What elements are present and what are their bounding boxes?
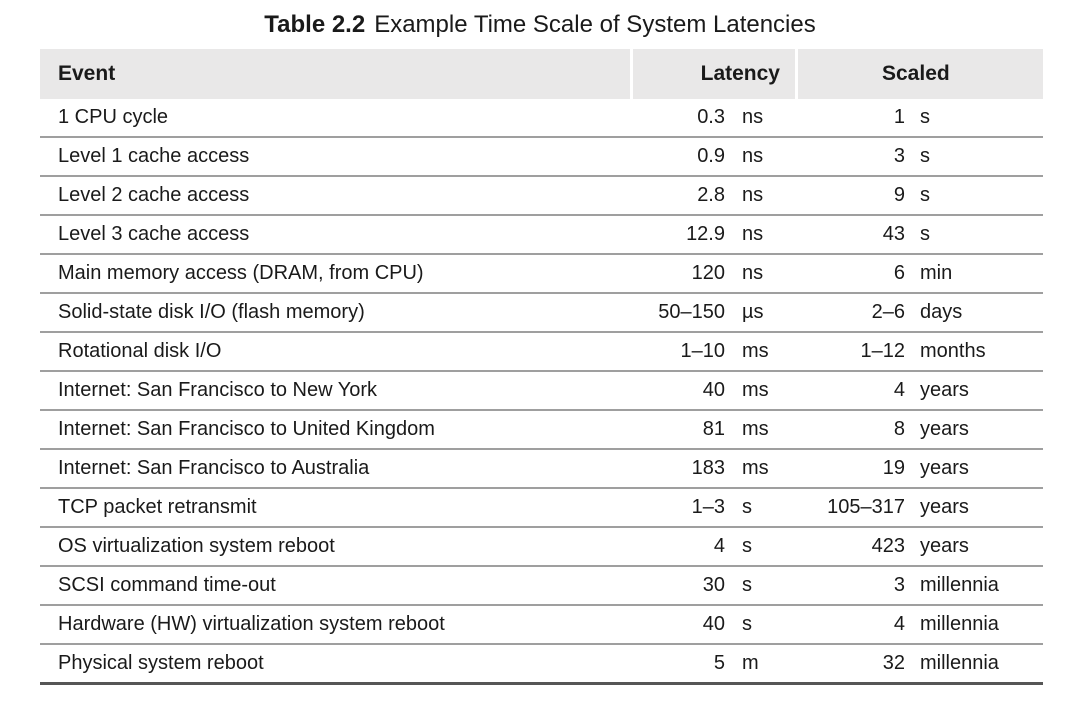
- scaled-unit-cell: years: [905, 372, 1043, 411]
- column-header-event: Event: [40, 49, 630, 99]
- event-cell: SCSI command time-out: [40, 567, 630, 606]
- scaled-value-cell: 8: [795, 411, 905, 450]
- latency-value-cell: 30: [630, 567, 725, 606]
- event-cell: Internet: San Francisco to Australia: [40, 450, 630, 489]
- latency-unit-cell: ns: [725, 99, 795, 138]
- scaled-value-cell: 3: [795, 567, 905, 606]
- table-row: [40, 528, 1043, 567]
- scaled-value-cell: 3: [795, 138, 905, 177]
- scaled-value-cell: 1–12: [795, 333, 905, 372]
- scaled-unit-cell: years: [905, 489, 1043, 528]
- latency-value-cell: 5: [630, 645, 725, 685]
- scaled-unit-cell: s: [905, 138, 1043, 177]
- event-cell: TCP packet retransmit: [40, 489, 630, 528]
- latency-unit-cell: ms: [725, 333, 795, 372]
- table-body: [40, 99, 1043, 685]
- latency-value-cell: 81: [630, 411, 725, 450]
- table-row: [40, 450, 1043, 489]
- event-cell: Main memory access (DRAM, from CPU): [40, 255, 630, 294]
- table-row: [40, 333, 1043, 372]
- scaled-unit-cell: s: [905, 99, 1043, 138]
- scaled-unit-cell: millennia: [905, 606, 1043, 645]
- event-cell: Physical system reboot: [40, 645, 630, 685]
- scaled-value-cell: 6: [795, 255, 905, 294]
- latency-value-cell: 0.3: [630, 99, 725, 138]
- latency-value-cell: 183: [630, 450, 725, 489]
- event-cell: OS virtualization system reboot: [40, 528, 630, 567]
- scaled-value-cell: 1: [795, 99, 905, 138]
- latency-unit-cell: s: [725, 489, 795, 528]
- event-cell: 1 CPU cycle: [40, 99, 630, 138]
- table-row: [40, 372, 1043, 411]
- latency-value-cell: 50–150: [630, 294, 725, 333]
- scaled-value-cell: 43: [795, 216, 905, 255]
- table-row: [40, 99, 1043, 138]
- latency-unit-cell: ms: [725, 411, 795, 450]
- table-row: [40, 294, 1043, 333]
- latency-unit-cell: s: [725, 567, 795, 606]
- latency-value-cell: 1–3: [630, 489, 725, 528]
- scaled-unit-cell: years: [905, 411, 1043, 450]
- event-cell: Internet: San Francisco to New York: [40, 372, 630, 411]
- scaled-unit-cell: months: [905, 333, 1043, 372]
- column-header-latency: Latency: [630, 49, 795, 99]
- scaled-value-cell: 2–6: [795, 294, 905, 333]
- table-caption-title: Example Time Scale of System Latencies: [374, 11, 816, 38]
- scaled-unit-cell: millennia: [905, 645, 1043, 685]
- latency-unit-cell: s: [725, 528, 795, 567]
- event-cell: Solid-state disk I/O (flash memory): [40, 294, 630, 333]
- event-cell: Hardware (HW) virtualization system reboot: [40, 606, 630, 645]
- event-cell: Internet: San Francisco to United Kingdom: [40, 411, 630, 450]
- event-cell: Level 2 cache access: [40, 177, 630, 216]
- scaled-unit-cell: s: [905, 177, 1043, 216]
- scaled-value-cell: 19: [795, 450, 905, 489]
- latency-value-cell: 40: [630, 372, 725, 411]
- latency-unit-cell: ms: [725, 450, 795, 489]
- table-row: [40, 216, 1043, 255]
- table-row: [40, 567, 1043, 606]
- scaled-value-cell: 4: [795, 372, 905, 411]
- event-cell: Rotational disk I/O: [40, 333, 630, 372]
- table-row: [40, 489, 1043, 528]
- scaled-unit-cell: years: [905, 450, 1043, 489]
- event-cell: Level 3 cache access: [40, 216, 630, 255]
- latency-value-cell: 12.9: [630, 216, 725, 255]
- latency-unit-cell: ns: [725, 138, 795, 177]
- scaled-value-cell: 4: [795, 606, 905, 645]
- scaled-unit-cell: min: [905, 255, 1043, 294]
- scaled-unit-cell: days: [905, 294, 1043, 333]
- column-header-scaled: Scaled: [795, 49, 1043, 99]
- latency-unit-cell: s: [725, 606, 795, 645]
- table-row: [40, 411, 1043, 450]
- latency-unit-cell: ns: [725, 255, 795, 294]
- table-caption-number: Table 2.2: [264, 11, 366, 38]
- latency-value-cell: 2.8: [630, 177, 725, 216]
- scaled-value-cell: 423: [795, 528, 905, 567]
- latency-unit-cell: ms: [725, 372, 795, 411]
- scaled-value-cell: 9: [795, 177, 905, 216]
- table-row: [40, 177, 1043, 216]
- table-row: [40, 255, 1043, 294]
- event-cell: Level 1 cache access: [40, 138, 630, 177]
- scaled-unit-cell: years: [905, 528, 1043, 567]
- latency-unit-cell: ns: [725, 177, 795, 216]
- latency-value-cell: 4: [630, 528, 725, 567]
- table-row: [40, 645, 1043, 685]
- latency-table: [40, 49, 1043, 685]
- table-row: [40, 138, 1043, 177]
- latency-value-cell: 1–10: [630, 333, 725, 372]
- table-caption: [0, 0, 1080, 41]
- table-header-row: [40, 49, 1043, 99]
- scaled-value-cell: 32: [795, 645, 905, 685]
- latency-unit-cell: ns: [725, 216, 795, 255]
- scaled-value-cell: 105–317: [795, 489, 905, 528]
- scaled-unit-cell: millennia: [905, 567, 1043, 606]
- latency-value-cell: 120: [630, 255, 725, 294]
- latency-unit-cell: m: [725, 645, 795, 685]
- table-row: [40, 606, 1043, 645]
- latency-value-cell: 40: [630, 606, 725, 645]
- scaled-unit-cell: s: [905, 216, 1043, 255]
- latency-unit-cell: µs: [725, 294, 795, 333]
- latency-value-cell: 0.9: [630, 138, 725, 177]
